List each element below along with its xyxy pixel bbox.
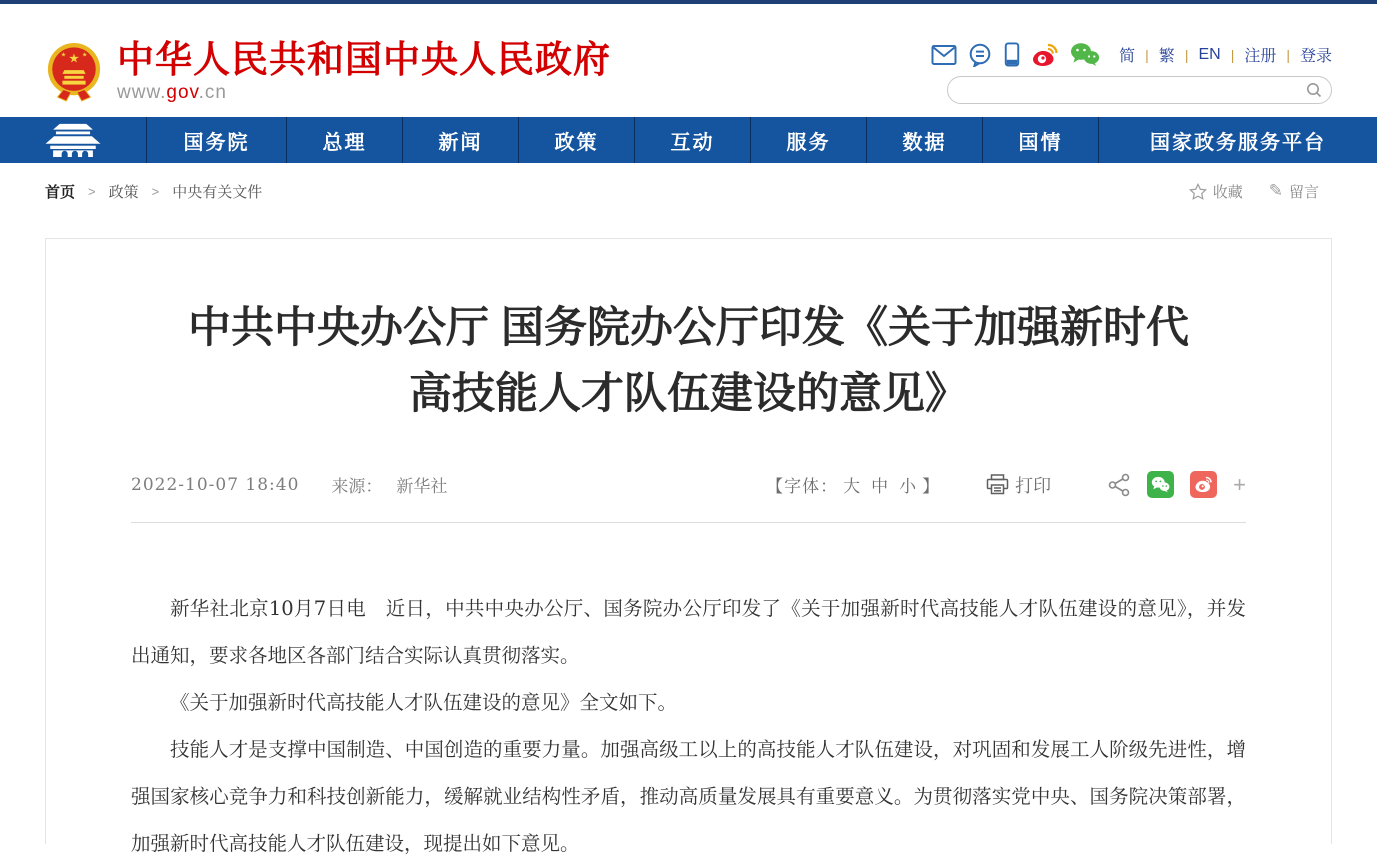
site-header — [0, 4, 1377, 117]
nav-item-guowuyuan[interactable]: 国务院 — [147, 117, 287, 163]
nav-item-zhengwu-platform[interactable]: 国家政务服务平台 — [1150, 131, 1326, 154]
print-label: 打印 — [1015, 475, 1052, 496]
message-button[interactable] — [1269, 181, 1319, 202]
weibo-icon[interactable] — [1031, 43, 1059, 67]
font-size-widget: 【字体： 大 中 小 】 — [766, 477, 941, 496]
paragraph: 《关于加强新时代高技能人才队伍建设的意见》全文如下。 — [170, 691, 678, 714]
print-button[interactable] — [986, 472, 1051, 498]
national-emblem-logo — [45, 41, 103, 103]
publish-date: 2022-10-07 18:40 — [131, 474, 300, 495]
lang-traditional-link[interactable]: 繁 — [1158, 48, 1175, 65]
login-link[interactable]: 登录 — [1299, 48, 1332, 65]
nav-item-hudong[interactable]: 互动 — [635, 117, 751, 163]
lang-en-link[interactable]: EN — [1198, 45, 1221, 63]
link-separator: | — [1230, 46, 1235, 63]
site-brand[interactable] — [45, 26, 611, 117]
article-card — [45, 238, 1332, 855]
message-label: 留言 — [1288, 183, 1319, 201]
font-size-large[interactable]: 大 — [843, 477, 862, 496]
breadcrumb-separator: > — [88, 183, 96, 199]
breadcrumb — [45, 181, 262, 202]
nav-item-guoqing[interactable]: 国情 — [983, 117, 1099, 163]
link-separator: | — [1145, 46, 1149, 63]
main-nav — [0, 117, 1377, 163]
breadcrumb-zhengce[interactable]: 政策 — [108, 183, 139, 201]
tiananmen-icon — [41, 122, 105, 158]
register-link[interactable]: 注册 — [1244, 48, 1277, 65]
breadcrumb-home[interactable]: 首页 — [45, 183, 76, 201]
wechat-share-icon — [1151, 476, 1170, 493]
nav-item-xinwen[interactable]: 新闻 — [403, 117, 519, 163]
source-label: 来源： — [331, 477, 383, 497]
paragraph: 新华社北京10月7日电 近日，中共中央办公厅、国务院办公厅印发了《关于加强新时代高技能人才队伍建设的意见》，并发出通知，要求各地区各部门结合实际认真贯彻落实。 — [131, 597, 1246, 667]
svg-text:★: ★ — [82, 52, 88, 59]
wechat-icon[interactable] — [1070, 42, 1100, 67]
svg-text:★: ★ — [60, 52, 66, 59]
favorite-button[interactable] — [1189, 181, 1243, 202]
search-icon — [1305, 81, 1323, 99]
svg-text:★: ★ — [68, 50, 80, 65]
site-title: 中华人民共和国中央人民政府 — [117, 38, 611, 80]
nav-item-shuju[interactable]: 数据 — [867, 117, 983, 163]
nav-item-zongli[interactable]: 总理 — [287, 117, 403, 163]
breadcrumb-separator: > — [151, 183, 160, 199]
article-meta-row — [131, 471, 1246, 523]
message-bubble-icon[interactable] — [968, 43, 993, 67]
star-icon — [1189, 183, 1207, 200]
mobile-icon[interactable] — [1004, 42, 1020, 67]
font-size-medium[interactable]: 中 — [871, 477, 890, 496]
printer-icon — [986, 474, 1009, 495]
share-wechat-button[interactable] — [1147, 471, 1174, 498]
article-body — [131, 523, 1246, 862]
mail-icon[interactable] — [931, 44, 957, 66]
share-nodes-icon — [1107, 473, 1131, 497]
nav-item-zhengce[interactable]: 政策 — [519, 117, 635, 163]
favorite-label: 收藏 — [1212, 183, 1243, 201]
share-weibo-button[interactable] — [1190, 471, 1217, 498]
breadcrumb-central-documents[interactable]: 中央有关文件 — [172, 183, 263, 201]
weibo-share-icon — [1194, 476, 1213, 493]
site-url: www.gov.cn — [117, 81, 227, 103]
breadcrumb-row — [0, 163, 1377, 219]
link-separator: | — [1184, 46, 1189, 63]
link-separator: | — [1286, 46, 1290, 63]
lang-simplified-link[interactable]: 简 — [1119, 48, 1136, 65]
nav-home-tiananmen[interactable] — [0, 117, 147, 163]
article-title: 中共中央办公厅 国务院办公厅印发《关于加强新时代 高技能人才队伍建设的意见》 — [188, 304, 1189, 418]
pencil-icon: ✎ — [1268, 181, 1283, 200]
share-more-button[interactable]: + — [1233, 471, 1246, 497]
source-value[interactable]: 新华社 — [396, 477, 448, 497]
paragraph: 技能人才是支撑中国制造、中国创造的重要力量。加强高级工以上的高技能人才队伍建设，对巩固和发展工人阶级先进性，增强国家核心竞争力和科技创新能力，缓解就业结构性矛盾，推动高质量发展具有重要意义。为贯彻落实党中央、国务院决策部署，加强新时代高技能人才队伍建设，现提出如下意见。 — [131, 738, 1246, 855]
share-button[interactable] — [1107, 473, 1131, 497]
search-button[interactable] — [1302, 79, 1326, 101]
search-input[interactable] — [947, 76, 1332, 104]
font-size-small[interactable]: 小 — [899, 477, 918, 496]
nav-item-fuwu[interactable]: 服务 — [751, 117, 867, 163]
